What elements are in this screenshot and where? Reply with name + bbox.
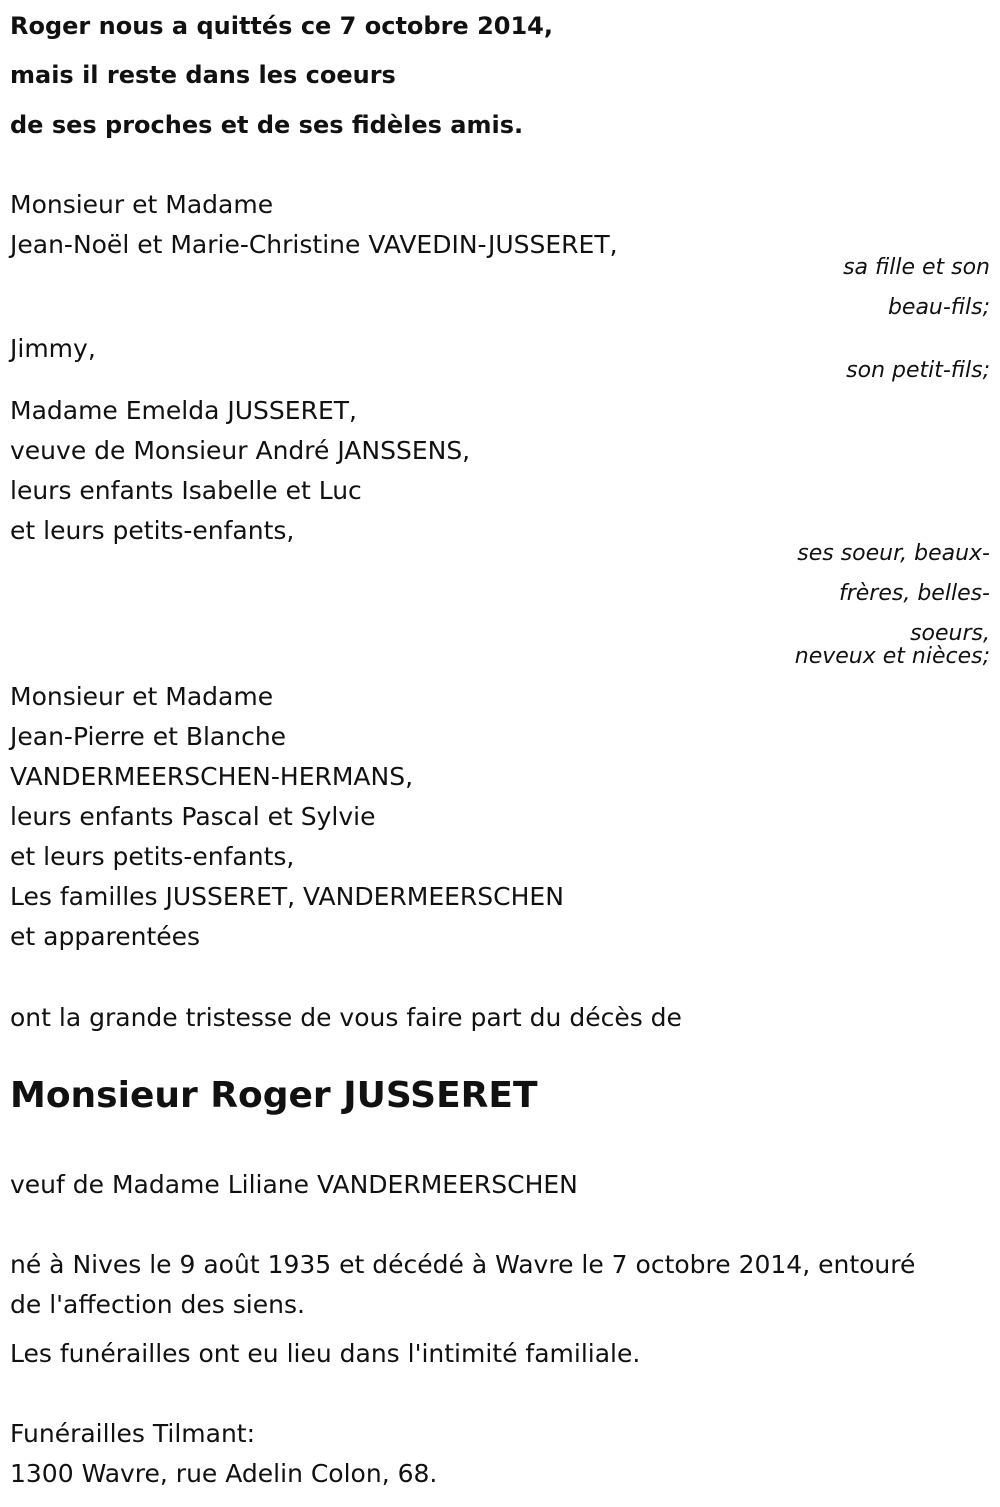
family-group-3-line-3: leurs enfants Isabelle et Luc xyxy=(10,476,362,505)
family-group-3-line-2: veuve de Monsieur André JANSSENS, xyxy=(10,436,471,465)
funeral-home-address: 1300 Wavre, rue Adelin Colon, 68. xyxy=(10,1459,438,1488)
family-group-3-line-1: Madame Emelda JUSSERET, xyxy=(10,396,357,425)
family-group-4-line-5: et leurs petits-enfants, xyxy=(10,842,295,871)
relation-siblings-4: neveux et nièces; xyxy=(794,644,990,669)
relation-siblings-1: ses soeur, beaux- xyxy=(797,541,990,566)
family-group-1-line-2: Jean-Noël et Marie-Christine VAVEDIN-JUSSERET, xyxy=(10,230,618,259)
family-group-3-line-4: et leurs petits-enfants, xyxy=(10,516,295,545)
relation-grandson: son petit-fils; xyxy=(846,358,990,383)
family-group-4-line-3: VANDERMEERSCHEN-HERMANS, xyxy=(10,762,414,791)
funeral-note: Les funérailles ont eu lieu dans l'intimité familiale. xyxy=(10,1339,641,1368)
widow-of: veuf de Madame Liliane VANDERMEERSCHEN xyxy=(10,1170,578,1199)
relation-siblings-2: frères, belles- xyxy=(838,581,990,606)
relation-daughter-son-in-law-1: sa fille et son xyxy=(843,255,990,280)
family-group-4-line-2: Jean-Pierre et Blanche xyxy=(10,722,287,751)
birth-death-line-2: de l'affection des siens. xyxy=(10,1290,305,1319)
family-group-1-line-1: Monsieur et Madame xyxy=(10,190,274,219)
family-group-2-line-1: Jimmy, xyxy=(10,334,96,363)
relation-siblings-3: soeurs, xyxy=(910,621,990,646)
deceased-name: Monsieur Roger JUSSERET xyxy=(10,1075,538,1116)
intro-line-1: Roger nous a quittés ce 7 octobre 2014, xyxy=(10,12,553,40)
intro-line-3: de ses proches et de ses fidèles amis. xyxy=(10,111,524,139)
family-group-4-line-7: et apparentées xyxy=(10,922,201,951)
family-group-4-line-4: leurs enfants Pascal et Sylvie xyxy=(10,802,376,831)
announcement-text: ont la grande tristesse de vous faire part du décès de xyxy=(10,1003,682,1032)
funeral-home-name: Funérailles Tilmant: xyxy=(10,1419,256,1448)
family-group-4-line-1: Monsieur et Madame xyxy=(10,682,274,711)
family-group-4-line-6: Les familles JUSSERET, VANDERMEERSCHEN xyxy=(10,882,564,911)
intro-line-2: mais il reste dans les coeurs xyxy=(10,61,396,89)
relation-daughter-son-in-law-2: beau-fils; xyxy=(887,295,990,320)
birth-death-line-1: né à Nives le 9 août 1935 et décédé à Wavre le 7 octobre 2014, entouré xyxy=(10,1250,916,1279)
